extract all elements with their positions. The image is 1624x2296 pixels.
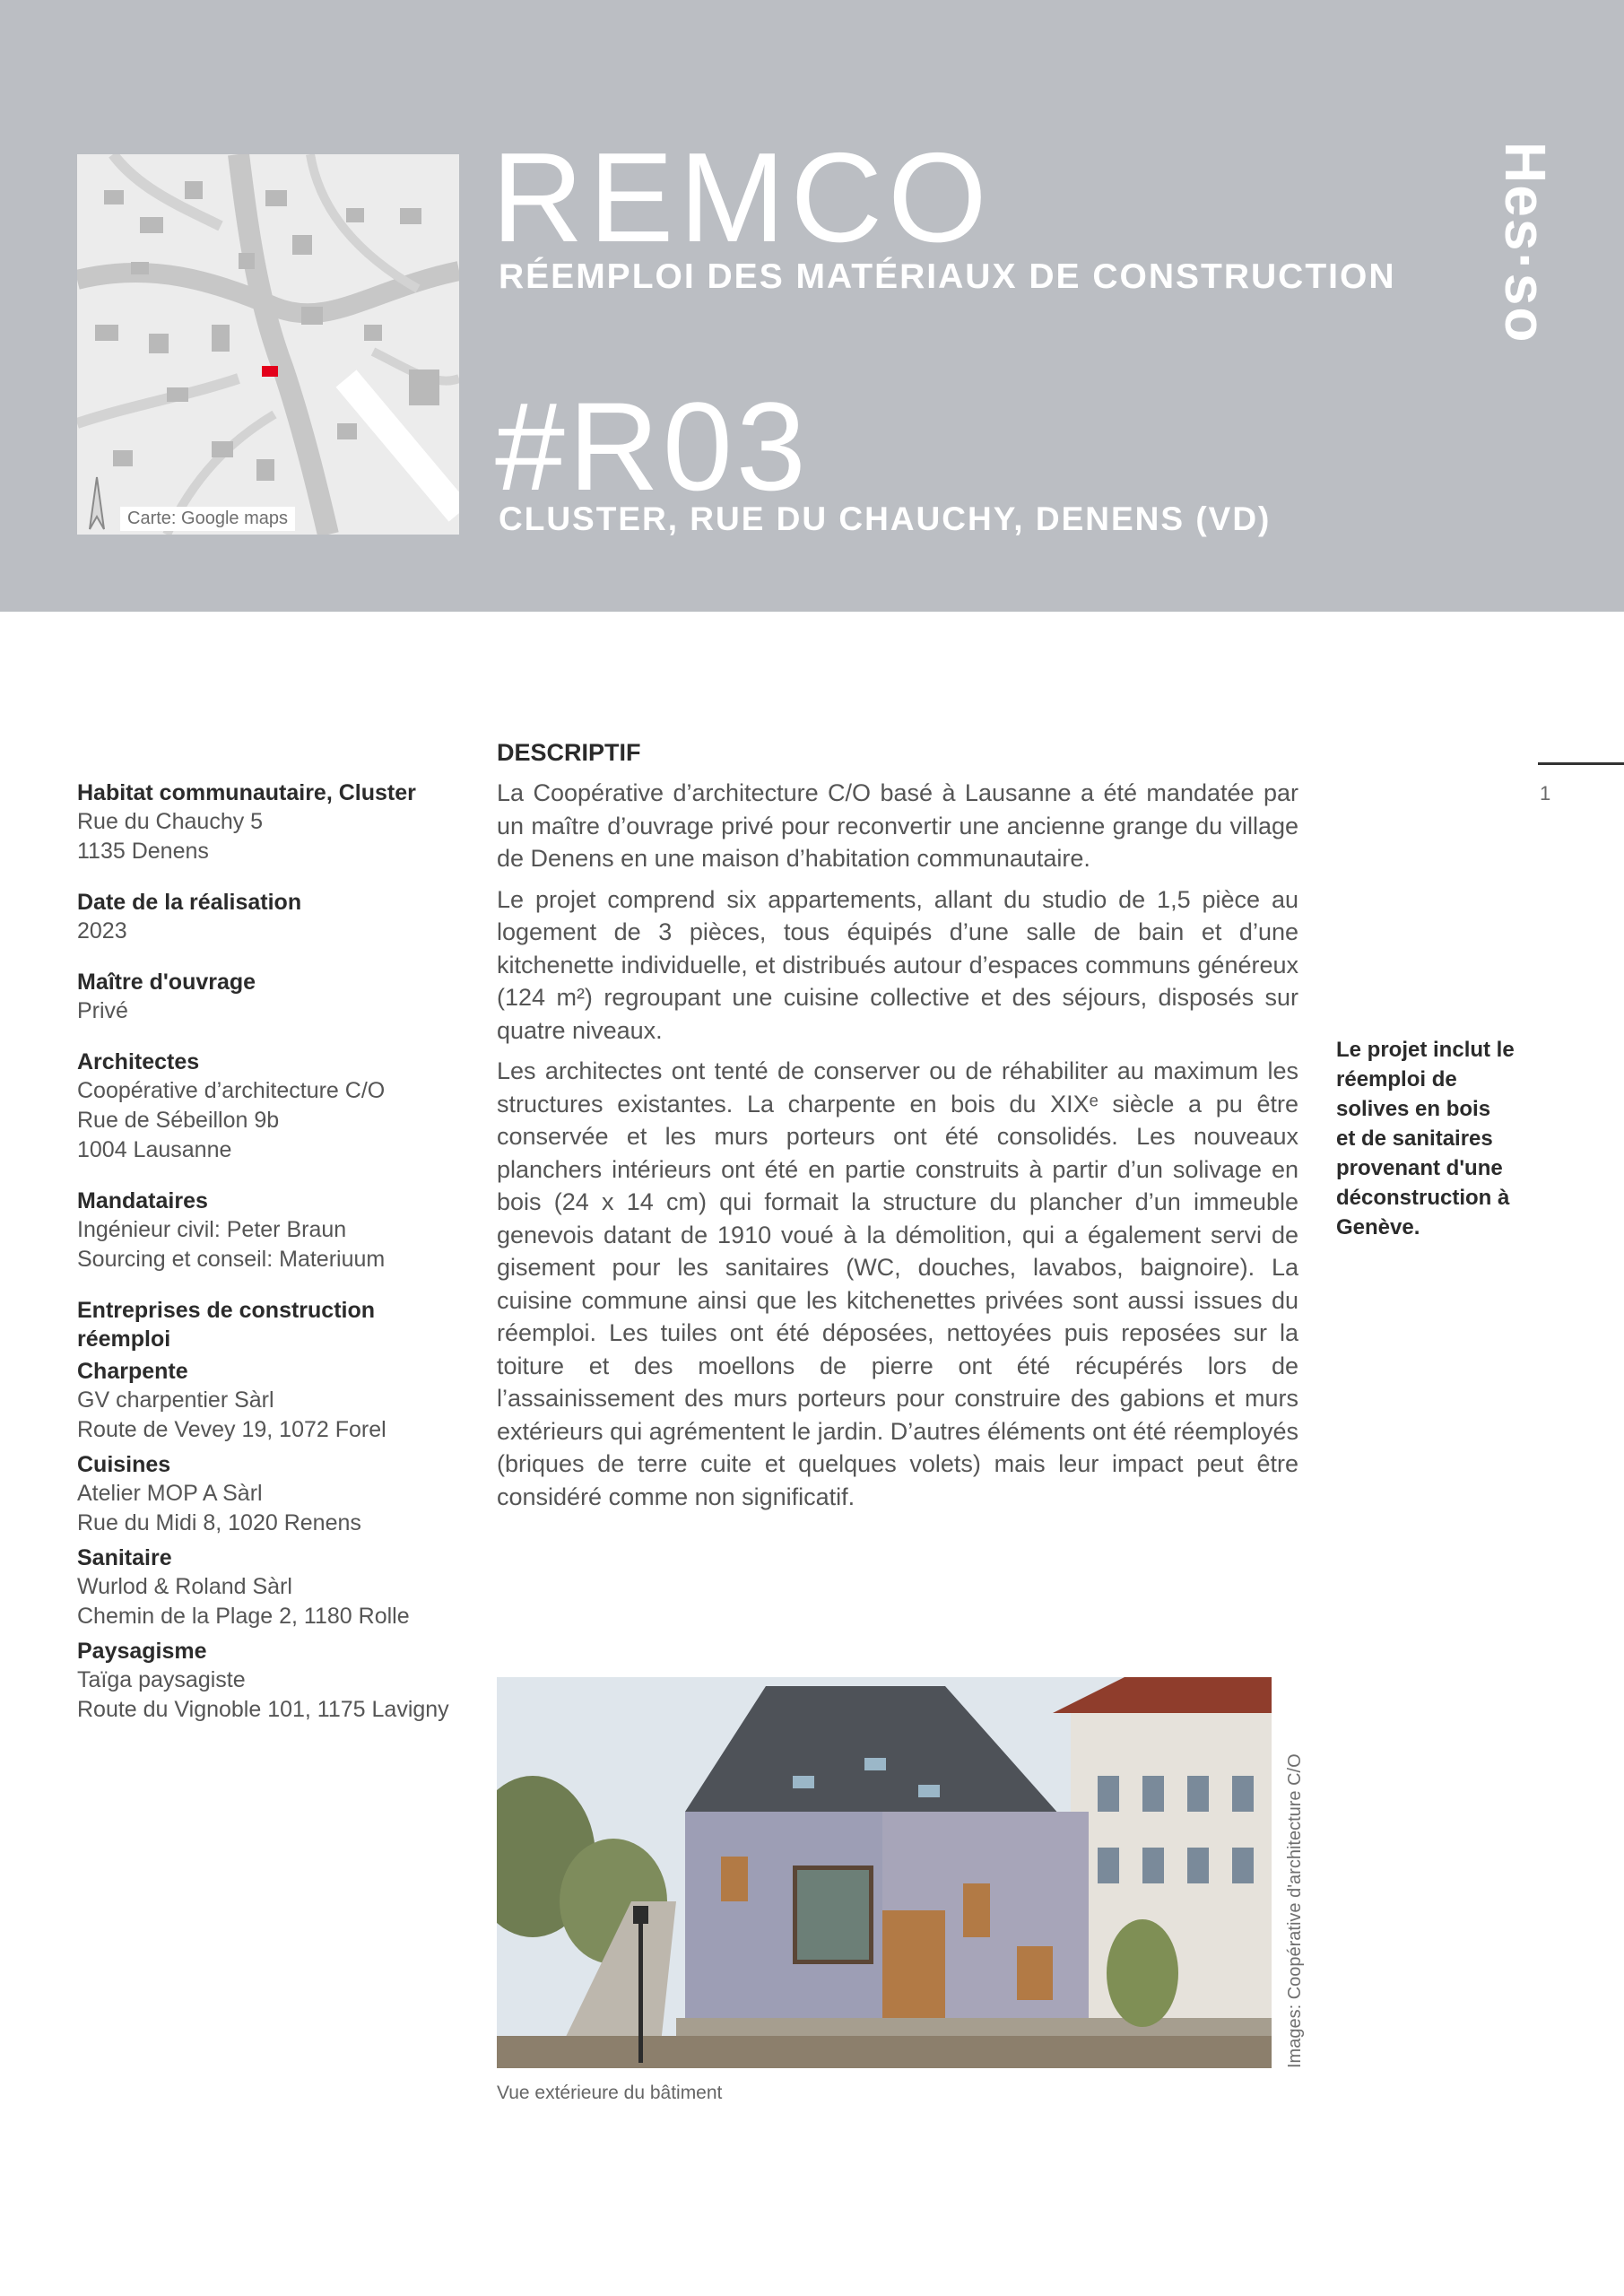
pullquote: Le projet inclut le réemploi de solives en bois et de sanitaires provenant d'une déconstruction à Genève. — [1336, 1038, 1515, 1239]
location-map — [77, 154, 459, 535]
company-label: Paysagisme — [77, 1639, 207, 1664]
photo-caption: Vue extérieure du bâtiment — [497, 2083, 723, 2103]
document-title: REMCO — [491, 126, 993, 269]
company-item — [77, 1637, 472, 1725]
company-line: Wurlod & Roland Sàrl — [77, 1574, 292, 1599]
architects-line: Coopérative d’architecture C/O — [77, 1078, 386, 1103]
architects-heading: Architectes — [77, 1049, 200, 1074]
mandataires-line: Ingénieur civil: Peter Braun — [77, 1217, 347, 1242]
company-item — [77, 1544, 472, 1631]
description-paragraph: Les architectes ont tenté de conserver ou de réhabiliter au maximum les structures existantes. La charpente en bois du XIXᵉ siècle a pu être conservée et les murs porteurs ont été consolidés. Les nouveaux planchers intérieurs ont été en partie construits à partir d’un solivage en bois (24 x 14 cm) qui formait la structure du plancher d’un immeuble genevois datant de 1910 voué à la démolition, qui a également servi de gisement pour les sanitaires (WC, douches, lavabos, baignoire). La cuisine commune ainsi que les kitchenettes privées sont aussi issues du réemploi. Les tuiles ont été déposées, nettoyées puis reposées sur la toiture et des moellons de pierre ont été récupérés lors de l’assainissement des murs porteurs pour construire des gabions et murs extérieurs qui agrémentent le jardin. D’autres éléments ont été réemployés (briques de terre cuite et quelques volets) mais leur impact peut être considéré comme non significatif. — [497, 1057, 1298, 1510]
architects-block — [77, 1048, 472, 1165]
map-graphic — [77, 154, 459, 535]
company-line: Rue du Midi 8, 1020 Renens — [77, 1510, 361, 1535]
logo-text: Hes·so — [1493, 142, 1558, 344]
owner-heading: Maître d'ouvrage — [77, 970, 256, 995]
description-title: DESCRIPTIF — [497, 739, 641, 766]
description-paragraph: La Coopérative d’architecture C/O basé à Lausanne a été mandatée par un maître d’ouvrage privé pour reconvertir une ancienne grange du village de Denens en une maison d’habitation communautaire. — [497, 779, 1298, 872]
map-credit: Carte: Google maps — [120, 507, 295, 531]
owner-value: Privé — [77, 998, 128, 1023]
architects-line: Rue de Sébeillon 9b — [77, 1108, 280, 1133]
photo-credit-text: Images: Coopérative d'architecture C/O — [1285, 1753, 1305, 2068]
company-line: Atelier MOP A Sàrl — [77, 1481, 263, 1506]
description-body — [497, 777, 1298, 1521]
page-rule — [1538, 762, 1624, 765]
company-label: Charpente — [77, 1359, 188, 1384]
mandataires-line: Sourcing et conseil: Materiuum — [77, 1247, 386, 1272]
address-line: Rue du Chauchy 5 — [77, 809, 264, 834]
building-photo — [497, 1677, 1272, 2068]
description-paragraph: Le projet comprend six appartements, allant du studio de 1,5 pièce au logement de 3 pièces, tous équipés d’une salle de bain et d’une kitchenette individuelle, et distribués autour d’espaces communs généreux (124 m²) regroupant une cuisine collective et des séjours, disposés sur quatre niveaux. — [497, 885, 1298, 1044]
project-type-heading: Habitat communautaire, Cluster — [77, 780, 416, 805]
address-line: 1135 Denens — [77, 839, 209, 864]
project-type-block — [77, 778, 472, 866]
date-value: 2023 — [77, 918, 127, 944]
companies-heading: Entreprises de construction réemploi — [77, 1298, 376, 1352]
mandataires-heading: Mandataires — [77, 1188, 208, 1213]
header-banner — [0, 0, 1624, 612]
company-line: Taïga paysagiste — [77, 1667, 246, 1692]
companies-block — [77, 1296, 472, 1725]
mandataires-block — [77, 1187, 472, 1274]
company-item — [77, 1357, 472, 1445]
owner-block — [77, 968, 472, 1026]
company-label: Sanitaire — [77, 1545, 172, 1570]
company-line: Route du Vignoble 101, 1175 Lavigny — [77, 1697, 449, 1722]
page-number: 1 — [1540, 782, 1551, 804]
company-item — [77, 1450, 472, 1538]
company-line: Chemin de la Plage 2, 1180 Rolle — [77, 1604, 410, 1629]
company-line: Route de Vevey 19, 1072 Forel — [77, 1417, 386, 1442]
document-subtitle: RÉEMPLOI DES MATÉRIAUX DE CONSTRUCTION — [499, 257, 1396, 296]
date-block — [77, 888, 472, 946]
architects-line: 1004 Lausanne — [77, 1137, 232, 1162]
building-photo-graphic — [497, 1677, 1272, 2068]
project-code: #R03 — [495, 376, 810, 517]
project-info-sidebar — [77, 778, 472, 1730]
project-marker — [262, 366, 278, 377]
date-heading: Date de la réalisation — [77, 890, 302, 915]
project-location: CLUSTER, RUE DU CHAUCHY, DENENS (VD) — [499, 500, 1272, 537]
company-label: Cuisines — [77, 1452, 171, 1477]
company-line: GV charpentier Sàrl — [77, 1387, 274, 1413]
